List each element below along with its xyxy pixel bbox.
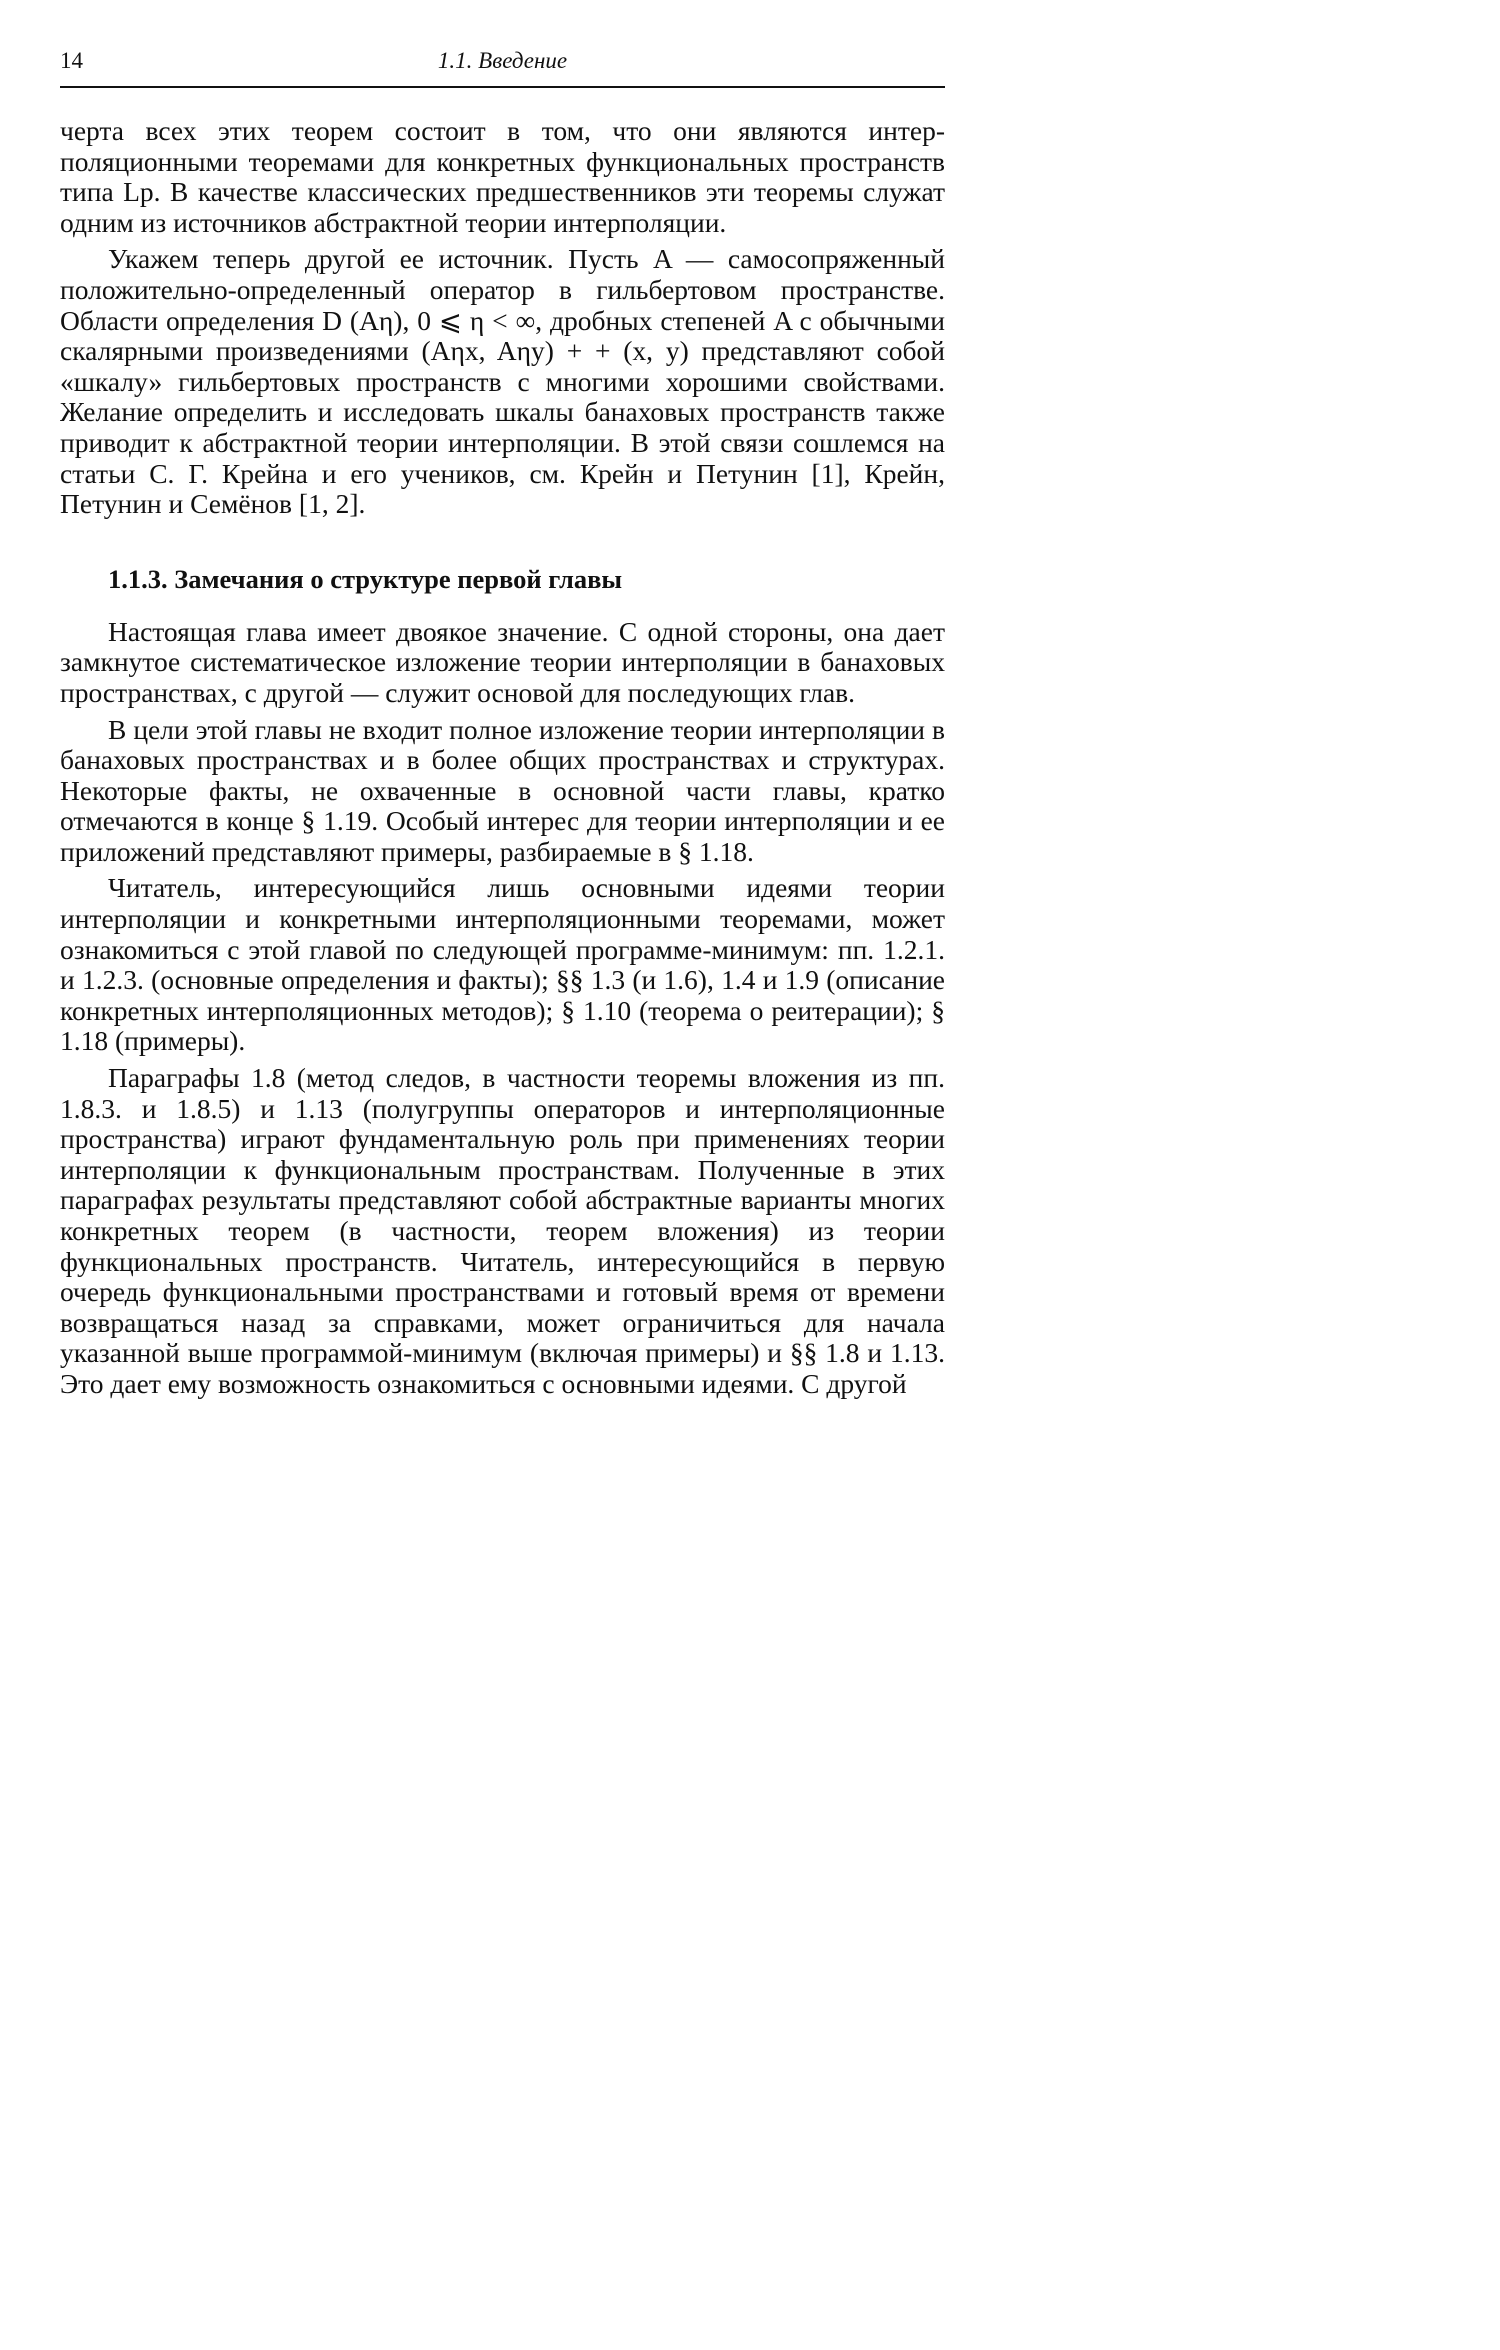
header-rule [60, 86, 945, 88]
paragraph-6: Параграфы 1.8 (метод следов, в частности теоремы вложения из пп. 1.8.3. и 1.8.5) и 1.13 (полугруппы операторов и интерполяционные пространства) играют фундаментальную роль при применениях теории интерполяции к функциональным пространствам. Полученные в этих параграфах результаты представляют собой абстрактные варианты многих конкретных теорем (в частности, теорем вложения) из теории функциональных пространств. Читатель, интересующийся в первую очередь функциональными пространствами и готовый время от времени возвращаться назад за справками, может ограничиться для начала указанной выше программой-минимум (включая примеры) и §§ 1.8 и 1.13. Это дает ему возможность ознакомиться с основными идеями. С другой [60, 1062, 945, 1399]
section-heading: 1.1.3. Замечания о структуре первой главы [108, 563, 623, 594]
page-body [60, 116, 945, 1400]
page-number: 14 [60, 48, 83, 73]
paragraph-3: Настоящая глава имеет двоякое значение. С одной стороны, она дает замкнутое систематическое изложение теории интерполяции в банаховых пространствах, с другой — служит основой для последующих глав. [60, 615, 945, 708]
page-header [60, 46, 945, 80]
running-title: 1.1. Введение [437, 48, 568, 73]
paragraph-4: В цели этой главы не входит полное изложение теории интерполяции в банаховых пространствах и в более общих пространствах и структурах. Некоторые факты, не охваченные в основной части главы, кратко отмечаются в конце § 1.19. Особый интерес для теории интерполяции и ее приложений представляют примеры, разбираемые в § 1.18. [60, 713, 945, 867]
paragraph-1: черта всех этих теорем состоит в том, что они являются интерполяционными теоремами для конкретных функциональных пространств типа Lp. В качестве классических предшественников эти теоремы служат одним из источников абстрактной теории интерполяции. [60, 115, 945, 238]
paragraph-2: Укажем теперь другой ее источник. Пусть A — самосопряженный положительно-определенный оператор в гильбертовом пространстве. Области определения D (Aη), 0 ⩽ η < ∞, дробных степеней A с обычными скалярными произведениями (Aηx, Aηy) + + (x, y) представляют собой «шкалу» гильбертовых пространств с многими хорошими свойствами. Желание определить и исследовать шкалы банаховых пространств также приводит к абстрактной теории интерполяции. В этой связи сошлемся на статьи С. Г. Крейна и его учеников, см. Крейн и Петунин [1], Крейн, Петунин и Семёнов [1, 2]. [60, 243, 945, 520]
paragraph-5: Читатель, интересующийся лишь основными идеями теории интерполяции и конкретными интерполяционными теоремами, может ознакомиться с этой главой по следующей программе-минимум: пп. 1.2.1. и 1.2.3. (основные определения и факты); §§ 1.3 (и 1.6), 1.4 и 1.9 (описание конкретных интерполяционных методов); § 1.10 (теорема о реитерации); § 1.18 (примеры). [60, 872, 945, 1057]
